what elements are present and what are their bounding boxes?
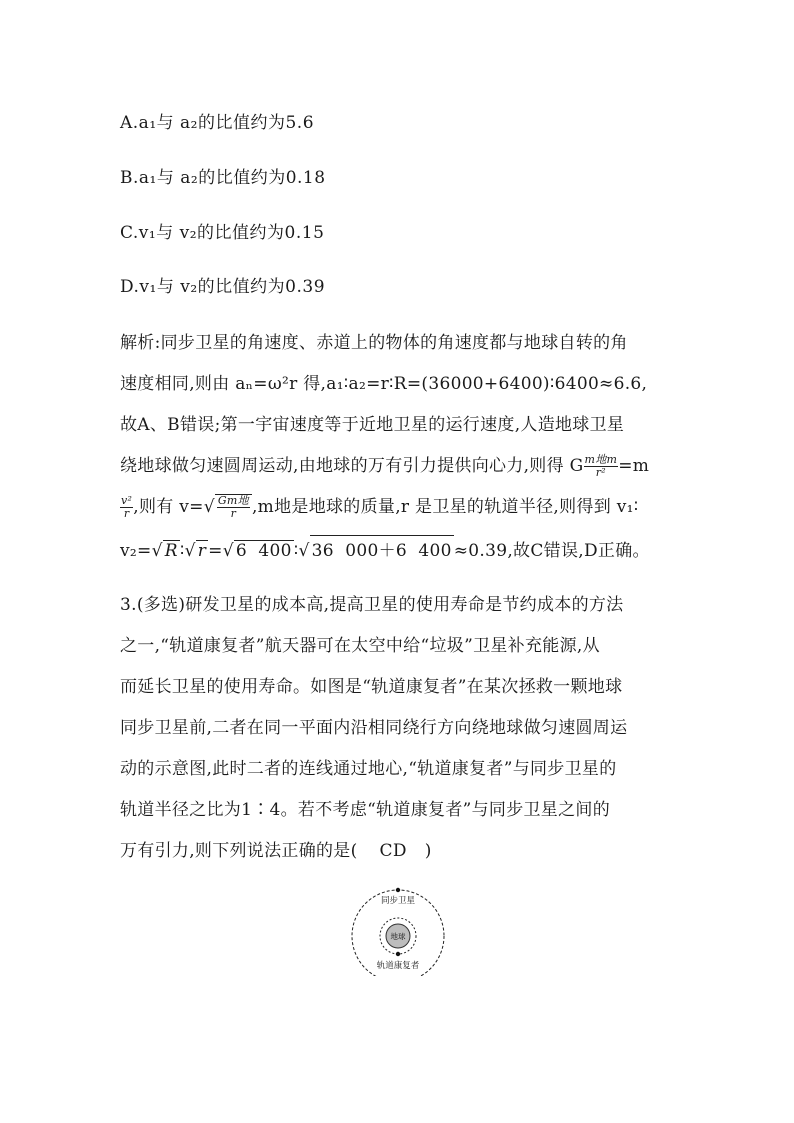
option-c: C.v₁与 v₂的比值约为0.15 — [120, 223, 325, 243]
analysis-line-1: 解析:同步卫星的角速度、赤道上的物体的角速度都与地球自转的角 — [120, 333, 628, 353]
analysis-line-6: v₂=√ R ∶√ r =√ 6 400 ∶√ 36 000＋6 400 ≈0.39,故C错误,D正确。 — [120, 535, 650, 561]
question3-line-6: 轨道半径之比为1∶4。若不考虑“轨道康复者”与同步卫星之间的 — [120, 800, 611, 820]
gravity-fraction: $\frac{\text{m地m}}{\text{r²}}$ — [584, 453, 618, 479]
sync-satellite-label: 同步卫星 — [380, 896, 416, 906]
velocity-sqrt: $\frac{\text{Gm地}}{r}$ — [215, 494, 252, 520]
option-a: A.a₁与 a₂的比值约为5.6 — [120, 113, 315, 133]
analysis-line-3: 故A、B错误;第一宇宙速度等于近地卫星的运行速度,人造地球卫星 — [120, 415, 625, 435]
question3-line-5: 动的示意图,此时二者的连线通过地心,“轨道康复者”与同步卫星的 — [120, 759, 617, 779]
question3-line-2: 之一,“轨道康复者”航天器可在太空中给“垃圾”卫星补充能源,从 — [120, 636, 600, 656]
question3-line-4: 同步卫星前,二者在同一平面内沿相同绕行方向绕地球做匀速圆周运 — [120, 718, 628, 738]
velocity-fraction: $\frac{\text{v²}}{r}$ — [121, 494, 133, 520]
sync-satellite-dot — [396, 888, 400, 892]
option-d: D.v₁与 v₂的比值约为0.39 — [120, 277, 326, 297]
analysis-line-4: 绕地球做匀速圆周运动,由地球的万有引力提供向心力,则得 G $\frac{\text{m地m}}{\text{r²}}$ =m — [120, 453, 650, 479]
question3-line-3: 而延长卫星的使用寿命。如图是“轨道康复者”在某次拯救一颗地球 — [120, 677, 623, 697]
question3-line-1: 3.(多选)研发卫星的成本高,提高卫星的使用寿命是节约成本的方法 — [120, 595, 624, 615]
analysis-line-2: 速度相同,则由 aₙ=ω²r 得,a₁∶a₂=r∶R=(36000+6400)∶6400≈6.6, — [120, 374, 648, 394]
answer-key: CD — [379, 841, 407, 861]
question3-line-7: 万有引力,则下列说法正确的是( CD ) — [120, 841, 432, 861]
option-b: B.a₁与 a₂的比值约为0.18 — [120, 168, 326, 188]
sqrt-sign: √ — [203, 497, 215, 517]
earth-label: 地球 — [390, 932, 406, 941]
orbit-diagram — [346, 886, 450, 976]
restorer-label: 轨道康复者 — [376, 961, 420, 971]
restorer-dot — [396, 952, 400, 956]
analysis-line-5: $\frac{\text{v²}}{r}$ ,则有 v=√ $\frac{\text{Gm地}}{r}$ ,m地是地球的质量,r 是卫星的轨道半径,则得到 v₁∶ — [121, 494, 639, 520]
